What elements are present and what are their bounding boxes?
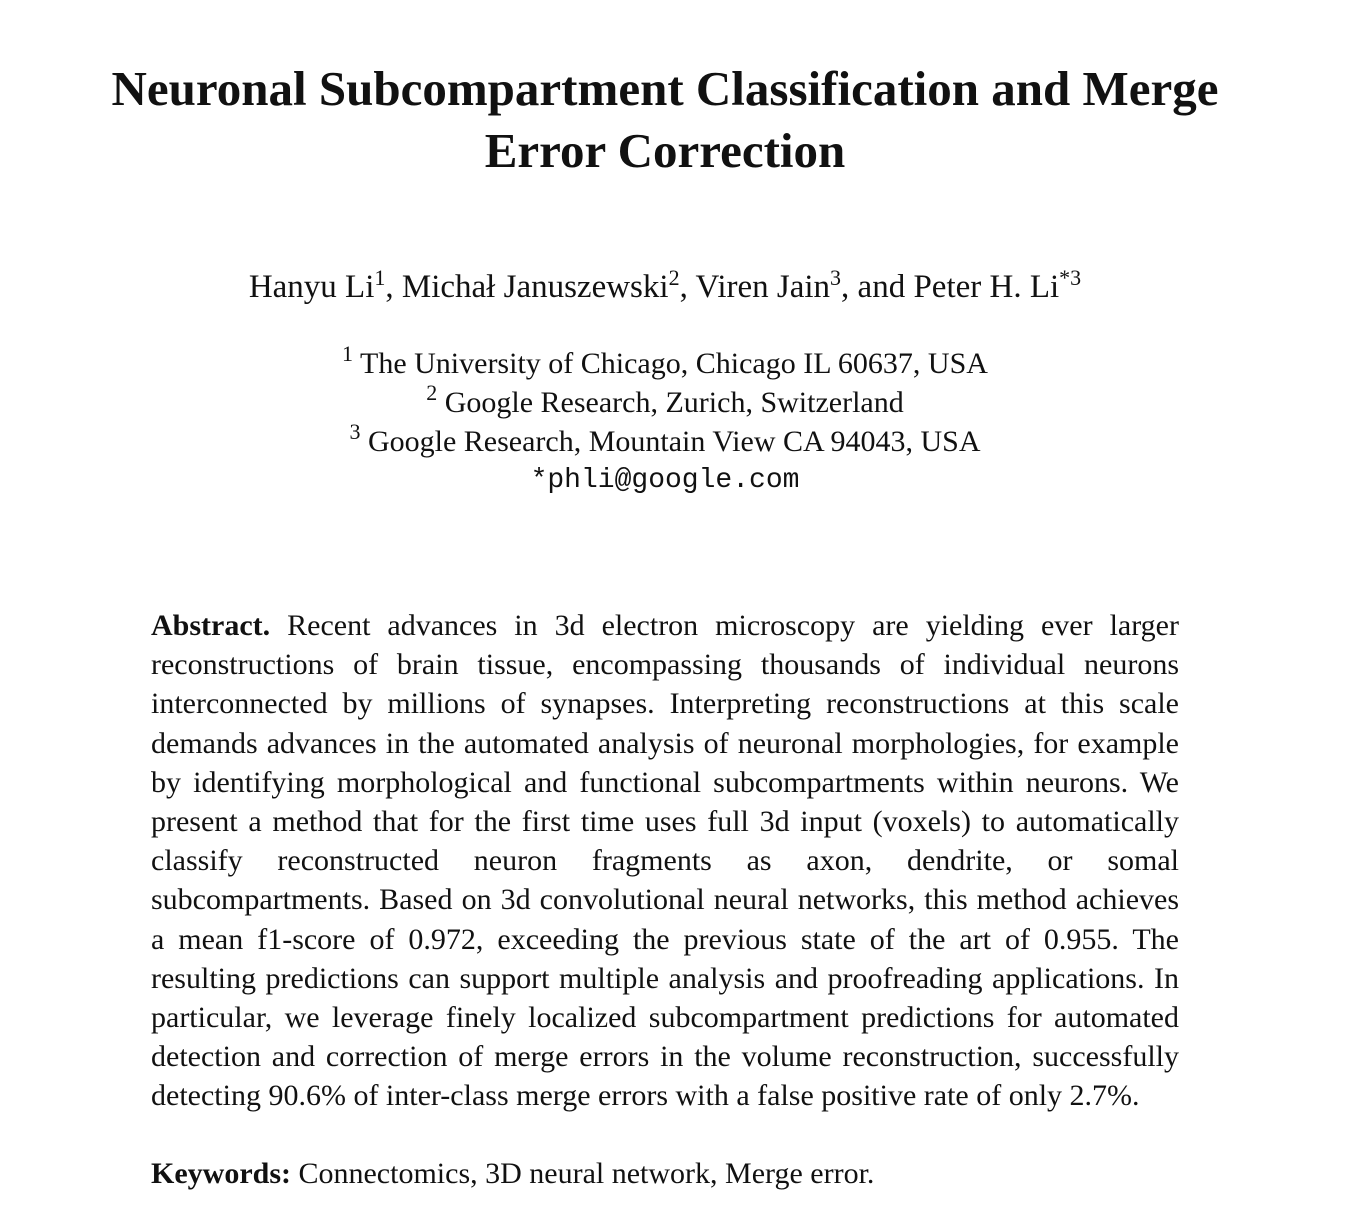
keywords xyxy=(151,1154,1179,1193)
author-separator: , and xyxy=(841,269,914,305)
affiliation-text: Google Research, Zurich, Switzerland xyxy=(437,386,904,419)
author-name: Michał Januszewski xyxy=(401,269,669,305)
abstract-label: Abstract. xyxy=(151,609,271,642)
abstract-text: Recent advances in 3d electron microscopy are yielding ever larger reconstructions of brain tissue, encompassing thousands of individual neurons interconnected by millions of synapses. Interpreting reconstructions at this scale demands advances in the automated analysis of neuronal morphologies, for example by identifying morphological and functional subcompartments within neurons. We present a method that for the first time uses full 3d input (voxels) to automatically classify reconstructed neuron fragments as axon, dendrite, or somal subcompartments. Based on 3d convolutional neural networks, this method achieves a mean f1-score of 0.972, exceeding the previous state of the art of 0.955. The resulting predictions can support multiple analysis and proofreading applications. In particular, we leverage finely localized subcompartment predictions for automated detection and correction of merge errors in the volume reconstruction, successfully detecting 90.6% of inter-class merge errors with a false positive rate of only 2.7%. xyxy=(151,609,1179,1113)
affiliation-mark: 3 xyxy=(349,419,361,444)
author-affiliation-mark: 2 xyxy=(668,265,680,290)
affiliation-mark: 1 xyxy=(342,341,354,366)
author-affiliation-mark: 3 xyxy=(830,265,842,290)
title-line-2: Error Correction xyxy=(484,123,846,178)
keywords-label: Keywords: xyxy=(151,1157,291,1190)
abstract xyxy=(151,606,1179,1116)
author-separator: , xyxy=(679,269,696,305)
corresponding-email: *phli@google.com xyxy=(530,465,800,496)
affiliation-text: The University of Chicago, Chicago IL 60637, USA xyxy=(353,347,988,380)
author-name: Peter H. Li xyxy=(913,269,1060,305)
affiliation xyxy=(60,380,1270,422)
author-name: Hanyu Li xyxy=(248,269,375,305)
paper-title xyxy=(60,58,1270,182)
affiliation xyxy=(60,419,1270,461)
affiliation xyxy=(60,341,1270,383)
affiliation-text: Google Research, Mountain View CA 94043, USA xyxy=(360,425,981,458)
author-list xyxy=(60,266,1270,308)
affiliation-mark: 2 xyxy=(426,380,438,405)
keywords-text: Connectomics, 3D neural network, Merge error. xyxy=(290,1157,875,1190)
author-name: Viren Jain xyxy=(695,269,831,305)
author-separator: , xyxy=(385,269,402,305)
author-affiliation-mark: 1 xyxy=(374,265,386,290)
author-affiliation-mark: *3 xyxy=(1059,265,1082,290)
title-line-1: Neuronal Subcompartment Classification and Merge xyxy=(111,61,1219,116)
affiliation-list xyxy=(60,341,1270,500)
